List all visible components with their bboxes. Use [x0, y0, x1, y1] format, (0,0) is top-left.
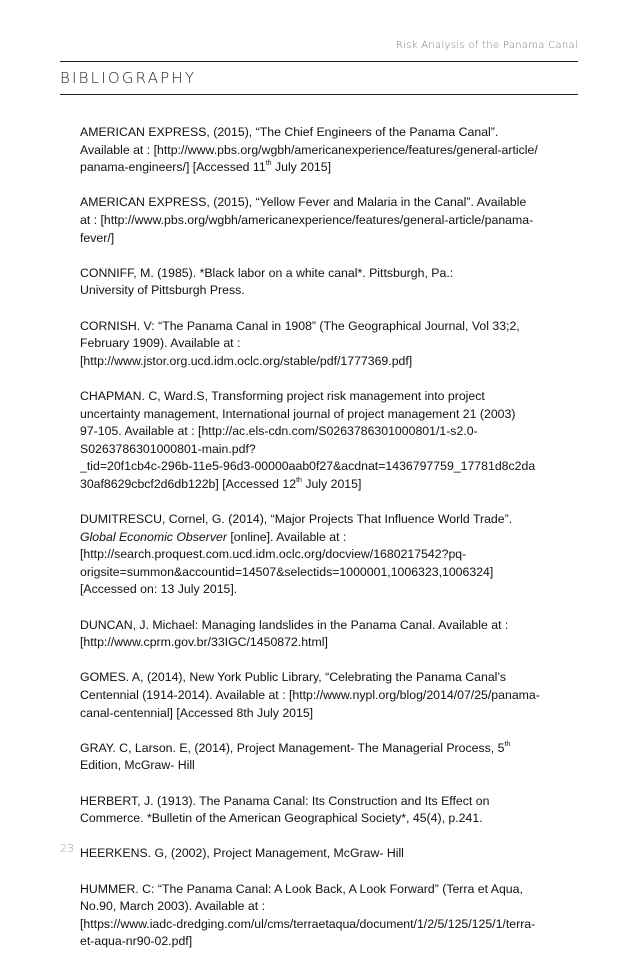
bib-line: [https://www.iadc-dredging.com/ul/cms/terraetaqua/document/1/2/5/125/125/1/terra-: [80, 916, 536, 931]
bib-entry-herbert: [80, 793, 575, 828]
bib-line: 97-105. Available at : [http://ac.els-cdn.com/S0263786301000801/1-s2.0-: [80, 424, 478, 439]
ordinal-suffix: th: [296, 476, 302, 484]
bib-entry-gray: [80, 740, 575, 775]
title-divider: [60, 94, 578, 95]
bib-line: DUNCAN, J. Michael: Managing landslides in the Panama Canal. Available at :: [80, 617, 509, 632]
bib-line: HUMMER. C: “The Panama Canal: A Look Back, A Look Forward” (Terra et Aqua,: [80, 881, 523, 896]
bib-line: [http://www.cprm.gov.br/33IGC/1450872.html]: [80, 635, 328, 650]
bib-entry-american-express-fever: [80, 194, 575, 247]
bib-line: No.90, March 2003). Available at :: [80, 899, 266, 914]
bib-line: Available at : [http://www.pbs.org/wgbh/americanexperience/features/general-article/: [80, 142, 538, 157]
bib-entry-american-express-engineers: [80, 124, 575, 177]
bib-line: [80, 159, 575, 177]
bib-line: et-aqua-nr90-02.pdf]: [80, 934, 193, 949]
bib-entry-duncan: [80, 617, 575, 652]
bib-line: uncertainty management, International journal of project management 21 (2003): [80, 406, 516, 421]
bib-line: [http://www.jstor.org.ucd.idm.oclc.org/stable/pdf/1777369.pdf]: [80, 353, 413, 368]
bib-line: _tid=20f1cb4c-296b-11e5-96d3-00000aab0f27&acdnat=1436797759_17781d8c2da: [80, 459, 536, 474]
bib-line: [80, 529, 575, 547]
bib-line: canal-centennial] [Accessed 8th July 2015]: [80, 705, 314, 720]
bib-line: S0263786301000801-main.pdf?: [80, 441, 256, 456]
bib-entry-gomes: [80, 669, 575, 722]
page-number: 23: [60, 842, 74, 855]
bib-line: [Accessed on: 13 July 2015].: [80, 582, 238, 597]
header-divider: [60, 61, 578, 62]
bib-line: HERBERT, J. (1913). The Panama Canal: Its Construction and Its Effect on: [80, 793, 490, 808]
bib-entry-dumitrescu: [80, 511, 575, 599]
bib-entry-heerkens: [80, 845, 575, 863]
bib-text: panama-engineers/] [Accessed 11: [80, 160, 266, 175]
bib-line: DUMITRESCU, Cornel, G. (2014), “Major Projects That Influence World Trade”.: [80, 512, 513, 527]
bib-line: CORNISH. V: “The Panama Canal in 1908” (The Geographical Journal, Vol 33;2,: [80, 318, 520, 333]
bib-line: fever/]: [80, 230, 115, 245]
bib-line: CHAPMAN. C, Ward.S, Transforming project risk management into project: [80, 388, 485, 403]
bib-line: HEERKENS. G, (2002), Project Management, McGraw- Hill: [80, 846, 404, 861]
bib-line: AMERICAN EXPRESS, (2015), “Yellow Fever and Malaria in the Canal”. Available: [80, 195, 527, 210]
bib-line: Centennial (1914-2014). Available at : [http://www.nypl.org/blog/2014/07/25/panama-: [80, 688, 540, 702]
bib-text: GRAY. C, Larson. E, (2014), Project Management- The Managerial Process, 5: [80, 740, 505, 755]
bib-text: [online]. Available at :: [226, 529, 347, 544]
bib-line: [http://search.proquest.com.ucd.idm.oclc.org/docview/1680217542?pq-: [80, 547, 467, 562]
running-header-title: Risk Analysis of the Panama Canal: [395, 40, 578, 51]
bib-entry-conniff: [80, 265, 575, 300]
ordinal-suffix: th: [265, 160, 272, 168]
bib-line: CONNIFF, M. (1985). *Black labor on a white canal*. Pittsburgh, Pa.:: [80, 265, 454, 280]
bib-line: Edition, McGraw- Hill: [80, 758, 195, 773]
section-title: BIBLIOGRAPHY: [60, 69, 197, 87]
bib-line: AMERICAN EXPRESS, (2015), “The Chief Engineers of the Panama Canal”.: [80, 125, 499, 139]
bib-entry-cornish: [80, 318, 575, 371]
bib-line: origsite=summon&accountid=14507&selectids=1000001,1006323,1006324]: [80, 564, 494, 579]
bib-text: 30af8629cbcf2d6db122b] [Accessed 12: [80, 476, 297, 491]
bib-text: July 2015]: [301, 476, 362, 491]
bib-line: at : [http://www.pbs.org/wgbh/americanexperience/features/general-article/panama-: [80, 212, 534, 227]
bib-entry-chapman: [80, 388, 575, 494]
bib-line: [80, 740, 575, 758]
journal-title: Global Economic Observer: [80, 529, 227, 544]
bib-line: [80, 476, 575, 494]
bib-line: University of Pittsburgh Press.: [80, 283, 245, 298]
ordinal-suffix: th: [504, 740, 511, 748]
bib-line: Commerce. *Bulletin of the American Geographical Society*, 45(4), p.241.: [80, 811, 483, 826]
bib-entry-hummer: [80, 881, 575, 951]
bib-line: February 1909). Available at :: [80, 336, 241, 351]
bib-line: GOMES. A, (2014), New York Public Library, “Celebrating the Panama Canal’s: [80, 670, 507, 685]
bibliography-list: [80, 124, 575, 969]
bib-text: July 2015]: [271, 160, 332, 175]
